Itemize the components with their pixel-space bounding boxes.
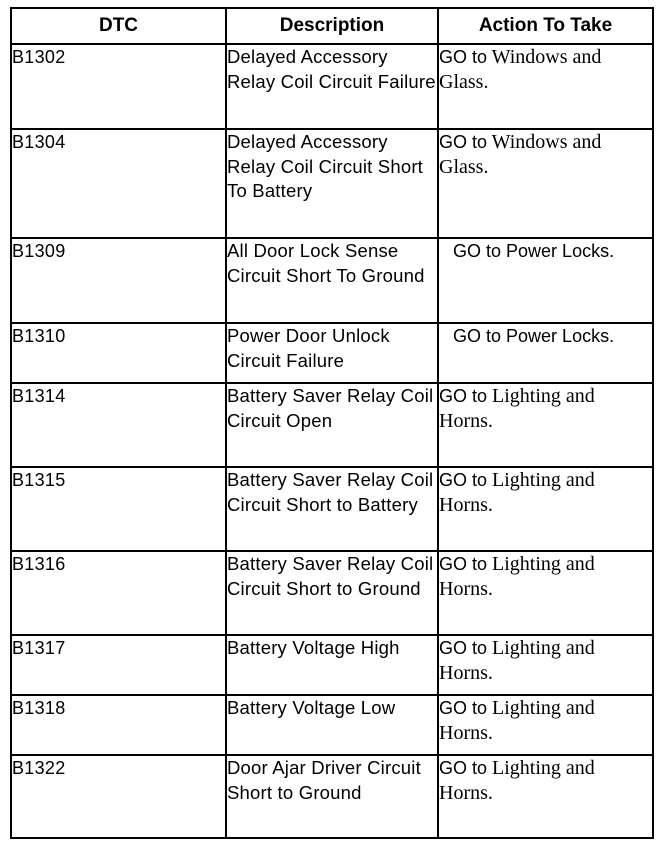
action-target: Windows and Glass. [439, 46, 602, 93]
dtc-code: B1304 [11, 129, 226, 238]
dtc-action [438, 635, 653, 695]
table-row [11, 238, 653, 323]
dtc-code: B1314 [11, 383, 226, 467]
dtc-description: Battery Saver Relay Coil Circuit Short to Battery [226, 467, 438, 551]
dtc-description: Battery Saver Relay Coil Circuit Open [226, 383, 438, 467]
go-to-label: GO to [439, 132, 488, 152]
dtc-code: B1318 [11, 695, 226, 755]
table-row [11, 695, 653, 755]
header-dtc: DTC [11, 8, 226, 44]
dtc-action [438, 129, 653, 238]
header-row [11, 8, 653, 44]
dtc-code: B1316 [11, 551, 226, 635]
go-to-label: GO to [439, 698, 488, 718]
action-target: Lighting and Horns. [439, 697, 595, 744]
table-row [11, 323, 653, 383]
dtc-description: Delayed Accessory Relay Coil Circuit Failure [226, 44, 438, 129]
action-target: Lighting and Horns. [439, 469, 595, 516]
table-row [11, 551, 653, 635]
dtc-code: B1315 [11, 467, 226, 551]
dtc-code: B1309 [11, 238, 226, 323]
action-target: Lighting and Horns. [439, 637, 595, 684]
dtc-description: Power Door Unlock Circuit Failure [226, 323, 438, 383]
table-row [11, 635, 653, 695]
action-target: Lighting and Horns. [439, 385, 595, 432]
action-target: Power Locks. [506, 326, 615, 346]
dtc-action [438, 755, 653, 838]
dtc-code: B1317 [11, 635, 226, 695]
table-row [11, 44, 653, 129]
dtc-action [438, 551, 653, 635]
dtc-action [438, 44, 653, 129]
dtc-description: Battery Voltage High [226, 635, 438, 695]
go-to-label: GO to [453, 326, 502, 346]
header-description: Description [226, 8, 438, 44]
table-row [11, 383, 653, 467]
dtc-description: Battery Saver Relay Coil Circuit Short to Ground [226, 551, 438, 635]
dtc-action [438, 383, 653, 467]
dtc-description: Delayed Accessory Relay Coil Circuit Short To Battery [226, 129, 438, 238]
header-action: Action To Take [438, 8, 653, 44]
action-target: Power Locks. [506, 241, 615, 261]
dtc-description: All Door Lock Sense Circuit Short To Ground [226, 238, 438, 323]
dtc-action [438, 467, 653, 551]
go-to-label: GO to [453, 241, 502, 261]
go-to-label: GO to [439, 470, 488, 490]
table-row [11, 467, 653, 551]
table-row [11, 755, 653, 838]
action-target: Lighting and Horns. [439, 757, 595, 804]
action-target: Windows and Glass. [439, 131, 602, 178]
dtc-code: B1322 [11, 755, 226, 838]
dtc-code: B1302 [11, 44, 226, 129]
action-target: Lighting and Horns. [439, 553, 595, 600]
dtc-table [10, 7, 654, 839]
dtc-action [438, 695, 653, 755]
go-to-label: GO to [439, 47, 488, 67]
dtc-action [438, 323, 653, 383]
dtc-action [438, 238, 653, 323]
go-to-label: GO to [439, 758, 488, 778]
dtc-description: Battery Voltage Low [226, 695, 438, 755]
go-to-label: GO to [439, 554, 488, 574]
go-to-label: GO to [439, 638, 488, 658]
table-row [11, 129, 653, 238]
dtc-code: B1310 [11, 323, 226, 383]
go-to-label: GO to [439, 386, 488, 406]
dtc-description: Door Ajar Driver Circuit Short to Ground [226, 755, 438, 838]
